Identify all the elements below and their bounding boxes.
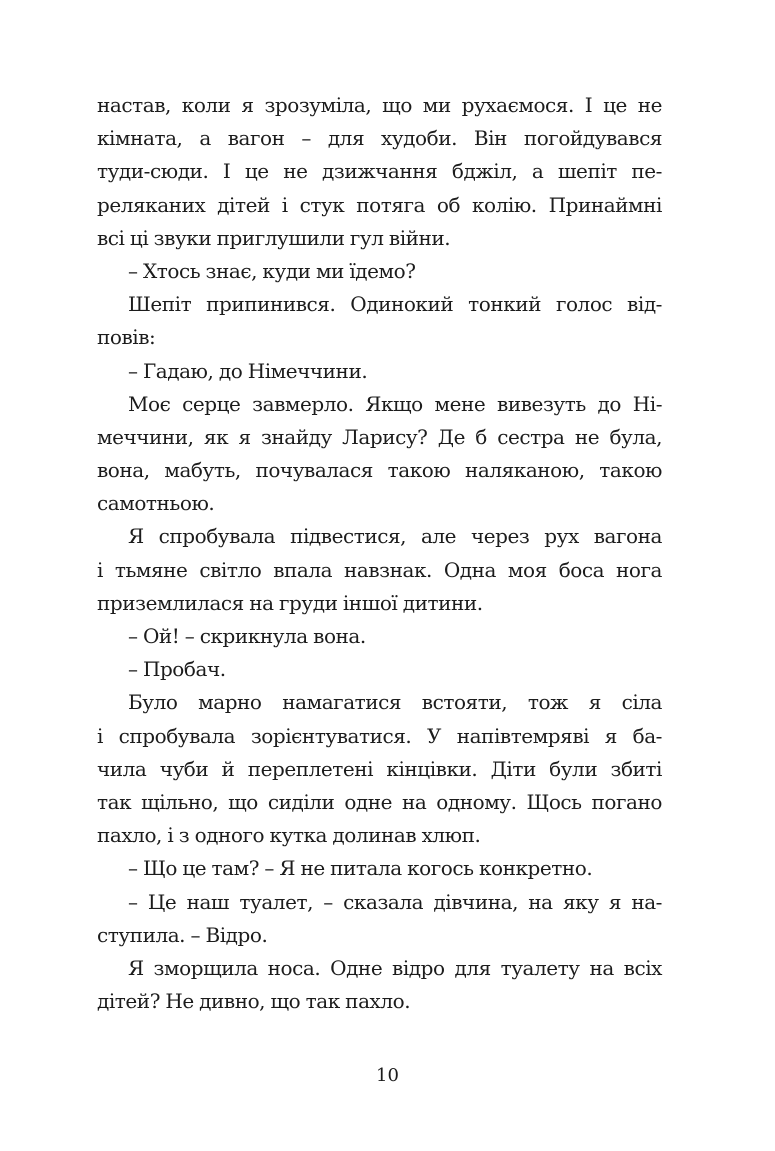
text-line: меччини, як я знайду Ларису? Де б сестра не була,: [97, 424, 662, 449]
text-line: дітей? Не дивно, що так пахло.: [97, 989, 411, 1014]
dialogue-line: – Що це там? – Я не питала когось конкретно.: [128, 856, 593, 881]
text-line: ступила. – Відро.: [97, 922, 268, 947]
dialogue-line: – Хтось знає, куди ми їдемо?: [128, 258, 416, 283]
text-line: приземлилася на груди іншої дитини.: [97, 590, 483, 615]
text-line: кімната, а вагон – для худоби. Він погойдувався: [97, 126, 662, 151]
dialogue-line: – Гадаю, до Німеччини.: [128, 358, 368, 383]
text-line: і тьмяне світло впала навзнак. Одна моя боса нога: [97, 557, 662, 582]
dialogue-line: – Пробач.: [128, 657, 226, 682]
text-line: Я спробувала підвестися, але через рух вагона: [128, 524, 662, 549]
text-line: Я зморщила носа. Одне відро для туалету на всіх: [128, 955, 662, 980]
text-line: всі ці звуки приглушили гул війни.: [97, 225, 451, 250]
page-number: 10: [376, 1065, 399, 1086]
text-line: Шепіт припинився. Одинокий тонкий голос від-: [128, 292, 662, 317]
text-line: і спробувала зорієнтуватися. У напівтемряві я ба-: [97, 723, 662, 748]
body-text: [97, 89, 662, 1018]
dialogue-line: – Ой! – скрикнула вона.: [128, 624, 366, 648]
text-line: туди-сюди. І це не дзижчання бджіл, а шепіт пе-: [97, 159, 662, 184]
text-line: настав, коли я зрозуміла, що ми рухаємося. І це не: [97, 93, 662, 117]
text-line: вона, мабуть, почувалася такою наляканою, такою: [97, 458, 662, 483]
text-line: чила чуби й переплетені кінцівки. Діти були збиті: [97, 756, 662, 781]
text-line: пахло, і з одного кутка долинав хлюп.: [97, 823, 481, 848]
dialogue-line: – Це наш туалет, – сказала дівчина, на яку я на-: [128, 889, 662, 914]
text-line: Моє серце завмерло. Якщо мене вивезуть до Ні-: [128, 391, 662, 416]
text-line: самотньою.: [97, 491, 215, 516]
text-line: Було марно намагатися встояти, тож я сіла: [128, 690, 662, 715]
text-line: так щільно, що сиділи одне на одному. Щось погано: [97, 789, 662, 814]
text-line: реляканих дітей і стук потяга об колію. Принаймні: [97, 192, 662, 217]
text-line: повів:: [97, 325, 156, 350]
